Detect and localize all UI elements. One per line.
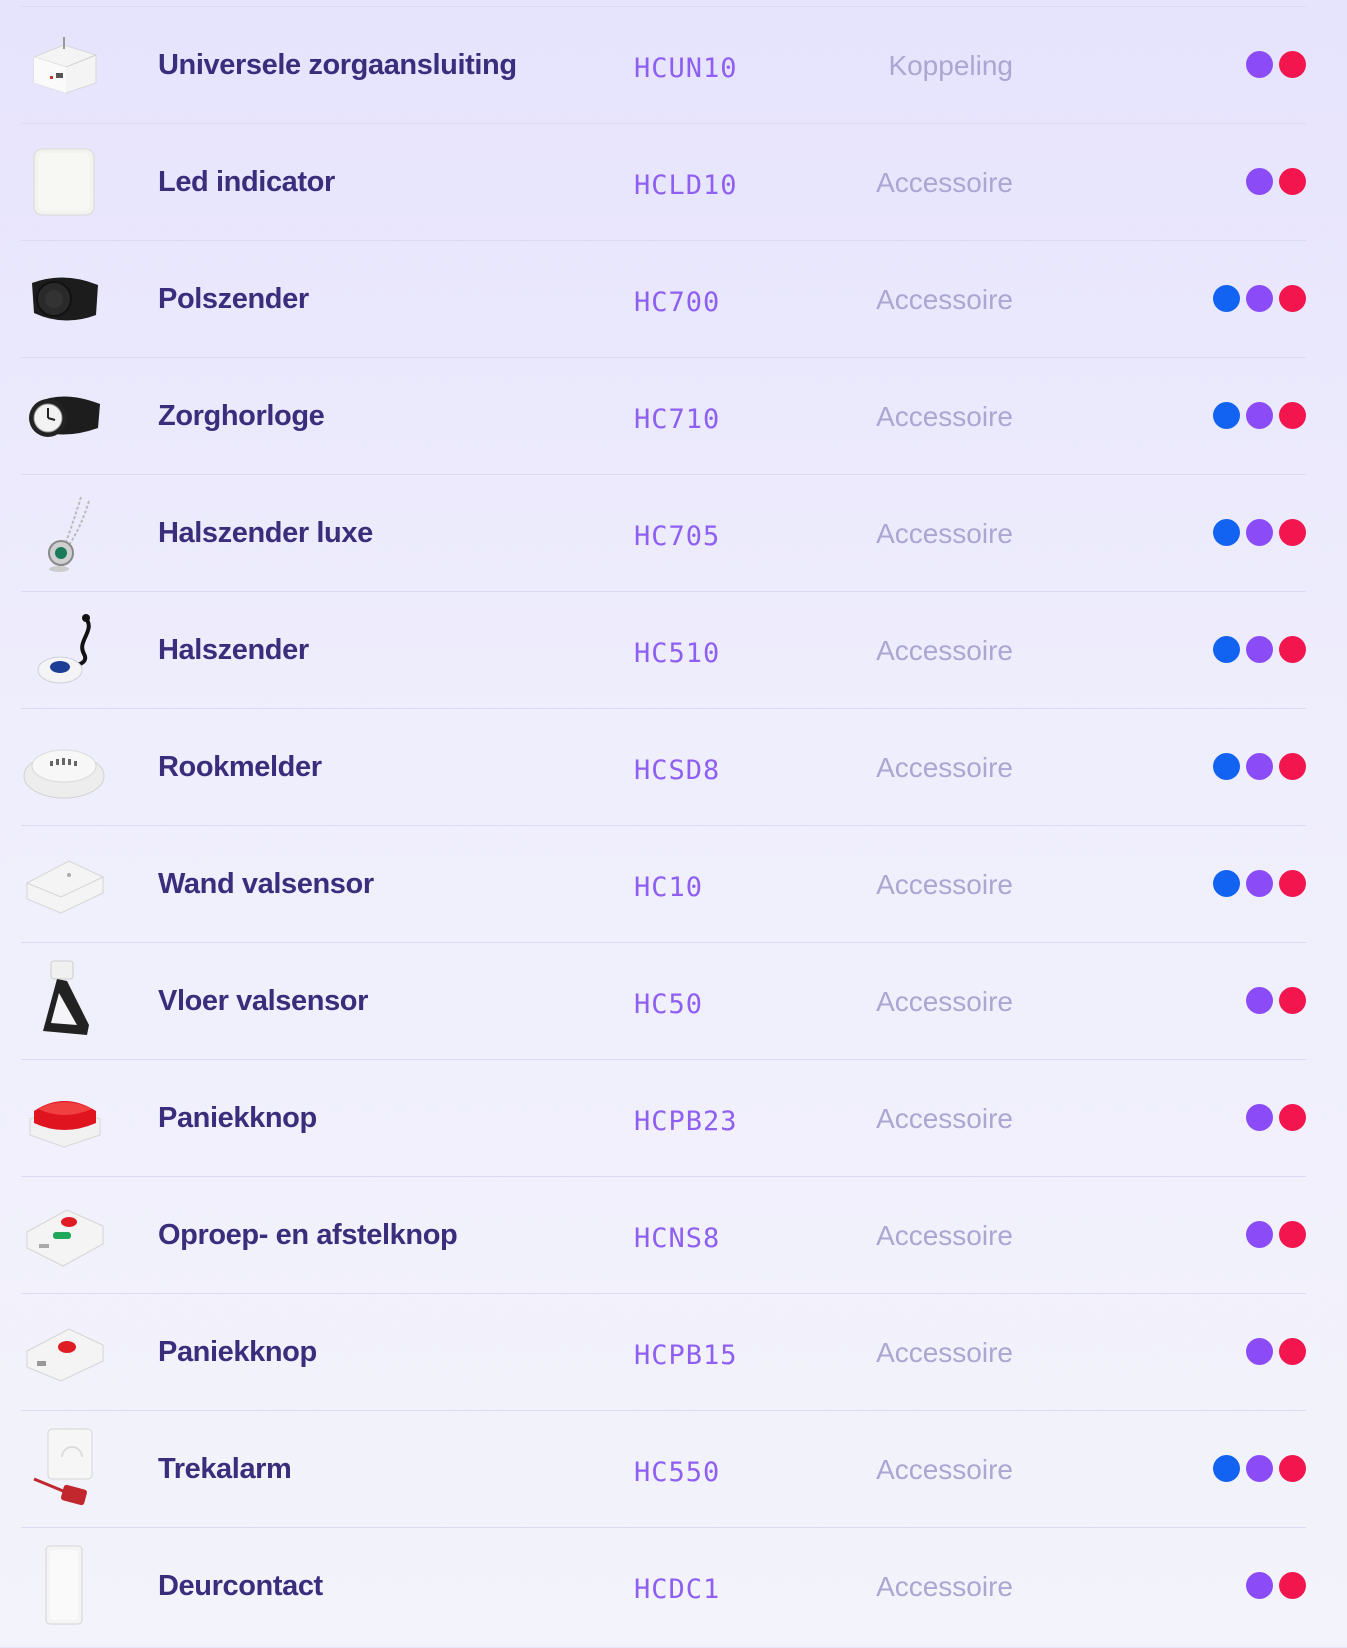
- product-name[interactable]: Wand valsensor: [158, 868, 374, 900]
- product-category: Accessoire: [876, 752, 1013, 783]
- blue-dot: [1213, 519, 1240, 546]
- purple-dot: [1246, 753, 1273, 780]
- red-dot: [1279, 1221, 1306, 1248]
- product-code: HCUN10: [634, 53, 738, 84]
- red-dot: [1279, 987, 1306, 1014]
- compatibility-dots: [1213, 636, 1306, 664]
- product-category: Accessoire: [876, 635, 1013, 666]
- product-category: Accessoire: [876, 284, 1013, 315]
- product-name[interactable]: Led indicator: [158, 166, 335, 198]
- compatibility-dots: [1246, 51, 1306, 79]
- call-cancel-button-icon: [21, 1195, 107, 1275]
- product-category: Accessoire: [876, 1337, 1013, 1368]
- door-contact-icon: [21, 1546, 107, 1626]
- purple-dot: [1246, 987, 1273, 1014]
- product-code: HC10: [634, 872, 704, 903]
- red-dot: [1279, 1572, 1306, 1599]
- product-row[interactable]: [21, 826, 1306, 943]
- compatibility-dots: [1246, 1572, 1306, 1600]
- compatibility-dots: [1213, 519, 1306, 547]
- product-code: HC50: [634, 989, 704, 1020]
- product-name[interactable]: Trekalarm: [158, 1453, 292, 1485]
- product-name[interactable]: Halszender luxe: [158, 517, 373, 549]
- red-dot: [1279, 168, 1306, 195]
- product-code: HC710: [634, 404, 721, 435]
- blue-dot: [1213, 870, 1240, 897]
- red-dot: [1279, 285, 1306, 312]
- pendant-luxe-icon: [21, 493, 107, 573]
- purple-dot: [1246, 285, 1273, 312]
- blue-dot: [1213, 636, 1240, 663]
- red-dot: [1279, 1338, 1306, 1365]
- product-row[interactable]: [21, 1060, 1306, 1177]
- product-name[interactable]: Halszender: [158, 634, 309, 666]
- floor-fall-sensor-icon: [21, 961, 107, 1041]
- product-row[interactable]: [21, 358, 1306, 475]
- compatibility-dots: [1213, 1455, 1306, 1483]
- led-indicator-icon: [21, 142, 107, 222]
- product-code: HC550: [634, 1457, 721, 1488]
- purple-dot: [1246, 1455, 1273, 1482]
- red-dot: [1279, 1455, 1306, 1482]
- compatibility-dots: [1246, 1338, 1306, 1366]
- product-row[interactable]: [21, 1294, 1306, 1411]
- wall-fall-sensor-icon: [21, 844, 107, 924]
- blue-dot: [1213, 753, 1240, 780]
- product-name[interactable]: Vloer valsensor: [158, 985, 368, 1017]
- compatibility-dots: [1213, 870, 1306, 898]
- product-row[interactable]: [21, 7, 1306, 124]
- purple-dot: [1246, 519, 1273, 546]
- product-code: HCDC1: [634, 1574, 721, 1605]
- wrist-transmitter-icon: [21, 259, 107, 339]
- red-dot: [1279, 636, 1306, 663]
- product-code: HCSD8: [634, 755, 721, 786]
- compatibility-dots: [1246, 1104, 1306, 1132]
- product-category: Accessoire: [876, 401, 1013, 432]
- compatibility-dots: [1213, 753, 1306, 781]
- product-name[interactable]: Deurcontact: [158, 1570, 323, 1602]
- product-category: Accessoire: [876, 869, 1013, 900]
- purple-dot: [1246, 870, 1273, 897]
- red-dot: [1279, 870, 1306, 897]
- product-code: HCLD10: [634, 170, 738, 201]
- red-dot: [1279, 51, 1306, 78]
- product-code: HCPB23: [634, 1106, 738, 1137]
- purple-dot: [1246, 402, 1273, 429]
- product-code: HC705: [634, 521, 721, 552]
- purple-dot: [1246, 1338, 1273, 1365]
- pendant-icon: [21, 610, 107, 690]
- product-code: HC510: [634, 638, 721, 669]
- pull-cord-alarm-icon: [21, 1429, 107, 1509]
- panic-button-small-icon: [21, 1312, 107, 1392]
- product-name[interactable]: Polszender: [158, 283, 309, 315]
- product-row[interactable]: [21, 1177, 1306, 1294]
- product-category: Koppeling: [888, 50, 1013, 81]
- care-watch-icon: [21, 376, 107, 456]
- product-code: HCNS8: [634, 1223, 721, 1254]
- product-category: Accessoire: [876, 1220, 1013, 1251]
- product-category: Accessoire: [876, 1571, 1013, 1602]
- compatibility-dots: [1246, 1221, 1306, 1249]
- product-row[interactable]: [21, 475, 1306, 592]
- purple-dot: [1246, 1572, 1273, 1599]
- product-category: Accessoire: [876, 1454, 1013, 1485]
- product-code: HC700: [634, 287, 721, 318]
- product-category: Accessoire: [876, 1103, 1013, 1134]
- purple-dot: [1246, 1104, 1273, 1131]
- product-row[interactable]: [21, 124, 1306, 241]
- product-name[interactable]: Paniekknop: [158, 1102, 317, 1134]
- product-category: Accessoire: [876, 986, 1013, 1017]
- purple-dot: [1246, 636, 1273, 663]
- product-category: Accessoire: [876, 518, 1013, 549]
- panic-button-large-icon: [21, 1078, 107, 1158]
- compatibility-dots: [1213, 285, 1306, 313]
- product-row[interactable]: [21, 709, 1306, 826]
- product-row[interactable]: [21, 1411, 1306, 1528]
- blue-dot: [1213, 402, 1240, 429]
- blue-dot: [1213, 1455, 1240, 1482]
- product-name[interactable]: Paniekknop: [158, 1336, 317, 1368]
- product-category: Accessoire: [876, 167, 1013, 198]
- product-name[interactable]: Zorghorloge: [158, 400, 325, 432]
- purple-dot: [1246, 51, 1273, 78]
- compatibility-dots: [1246, 168, 1306, 196]
- red-dot: [1279, 402, 1306, 429]
- product-row[interactable]: [21, 592, 1306, 709]
- purple-dot: [1246, 168, 1273, 195]
- compatibility-dots: [1246, 987, 1306, 1015]
- product-code: HCPB15: [634, 1340, 738, 1371]
- red-dot: [1279, 1104, 1306, 1131]
- product-row[interactable]: [21, 943, 1306, 1060]
- blue-dot: [1213, 285, 1240, 312]
- product-name[interactable]: Oproep- en afstelknop: [158, 1219, 458, 1251]
- product-name[interactable]: Universele zorgaansluiting: [158, 49, 517, 81]
- product-name[interactable]: Rookmelder: [158, 751, 322, 783]
- product-row[interactable]: [21, 241, 1306, 358]
- compatibility-dots: [1213, 402, 1306, 430]
- red-dot: [1279, 519, 1306, 546]
- smoke-detector-icon: [21, 727, 107, 807]
- red-dot: [1279, 753, 1306, 780]
- purple-dot: [1246, 1221, 1273, 1248]
- product-row[interactable]: [21, 1528, 1306, 1645]
- universal-hub-icon: [21, 25, 107, 105]
